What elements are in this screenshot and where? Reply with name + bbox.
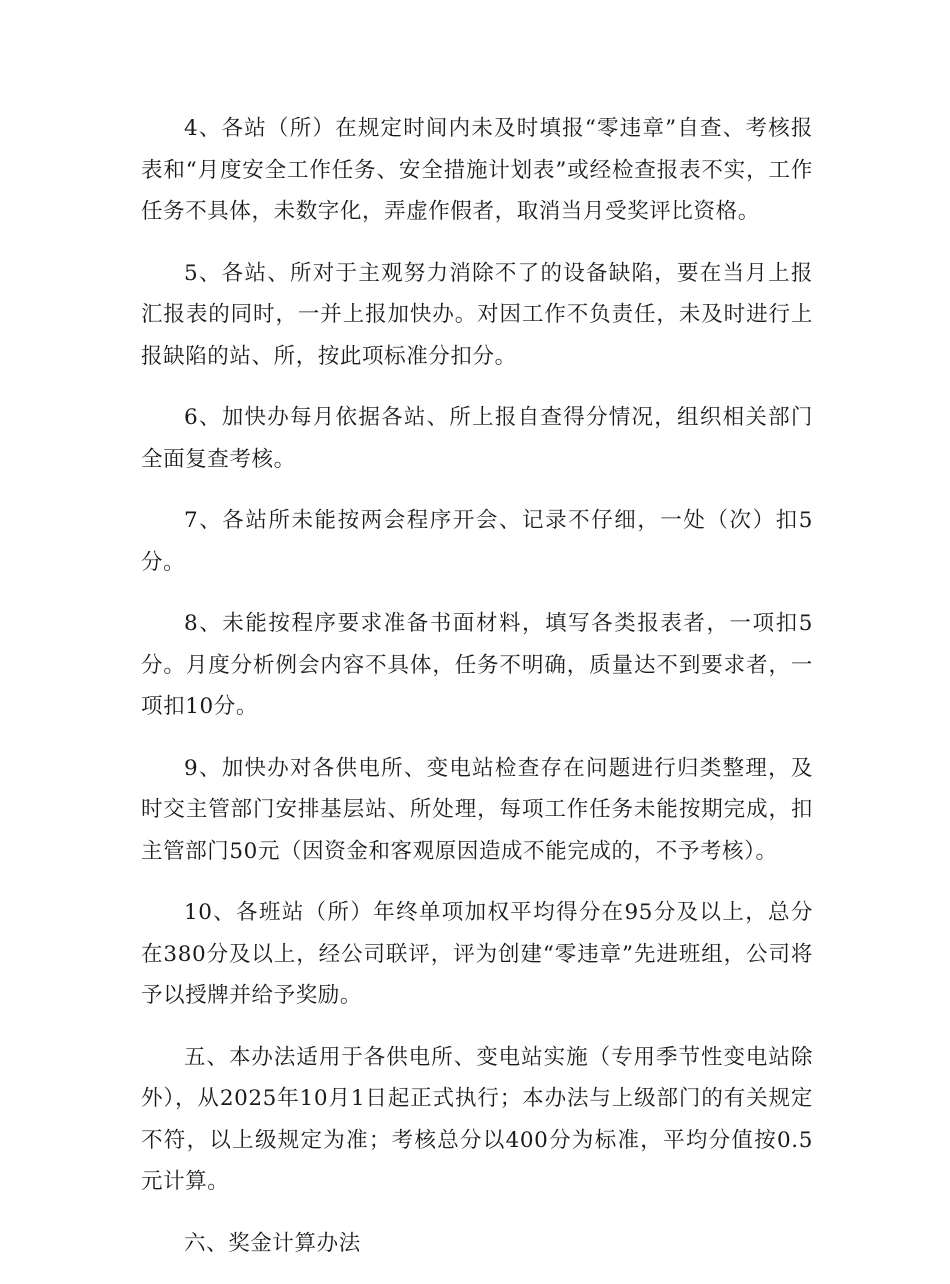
paragraph-item-6: 6、加快办每月依据各站、所上报自查得分情况，组织相关部门全面复查考核。	[141, 405, 813, 472]
document-body	[141, 108, 813, 1284]
paragraph-item-7: 7、各站所未能按两会程序开会、记录不仔细，一处（次）扣5分。	[141, 508, 813, 575]
paragraph-item-5: 5、各站、所对于主观努力消除不了的设备缺陷，要在当月上报汇报表的同时，一并上报加快办。对因工作不负责任，未及时进行上报缺陷的站、所，按此项标准分扣分。	[141, 260, 813, 369]
paragraph-item-4: 4、各站（所）在规定时间内未及时填报“零违章”自查、考核报表和“月度安全工作任务、安全措施计划表”或经检查报表不实，工作任务不具体，未数字化，弄虚作假者，取消当月受奖评比资格。	[141, 116, 813, 224]
paragraph-item-10: 10、各班站（所）年终单项加权平均得分在95分及以上，总分在380分及以上，经公司联评，评为创建“零违章”先进班组，公司将予以授牌并给予奖励。	[141, 900, 813, 1008]
paragraph-item-8: 8、未能按程序要求准备书面材料，填写各类报表者，一项扣5分。月度分析例会内容不具体，任务不明确，质量达不到要求者，一项扣10分。	[141, 611, 813, 719]
paragraph-section-5: 五、本办法适用于各供电所、变电站实施（专用季节性变电站除外），从2025年10月1日起正式执行；本办法与上级部门的有关规定不符，以上级规定为准；考核总分以400分为标准，平均分值按0.5元计算。	[141, 1044, 813, 1194]
paragraph-item-9: 9、加快办对各供电所、变电站检查存在问题进行归类整理，及时交主管部门安排基层站、所处理，每项工作任务未能按期完成，扣主管部门50元（因资金和客观原因造成不能完成的，不予考核）。	[141, 755, 813, 864]
paragraph-section-6-heading: 六、奖金计算办法	[184, 1230, 361, 1256]
